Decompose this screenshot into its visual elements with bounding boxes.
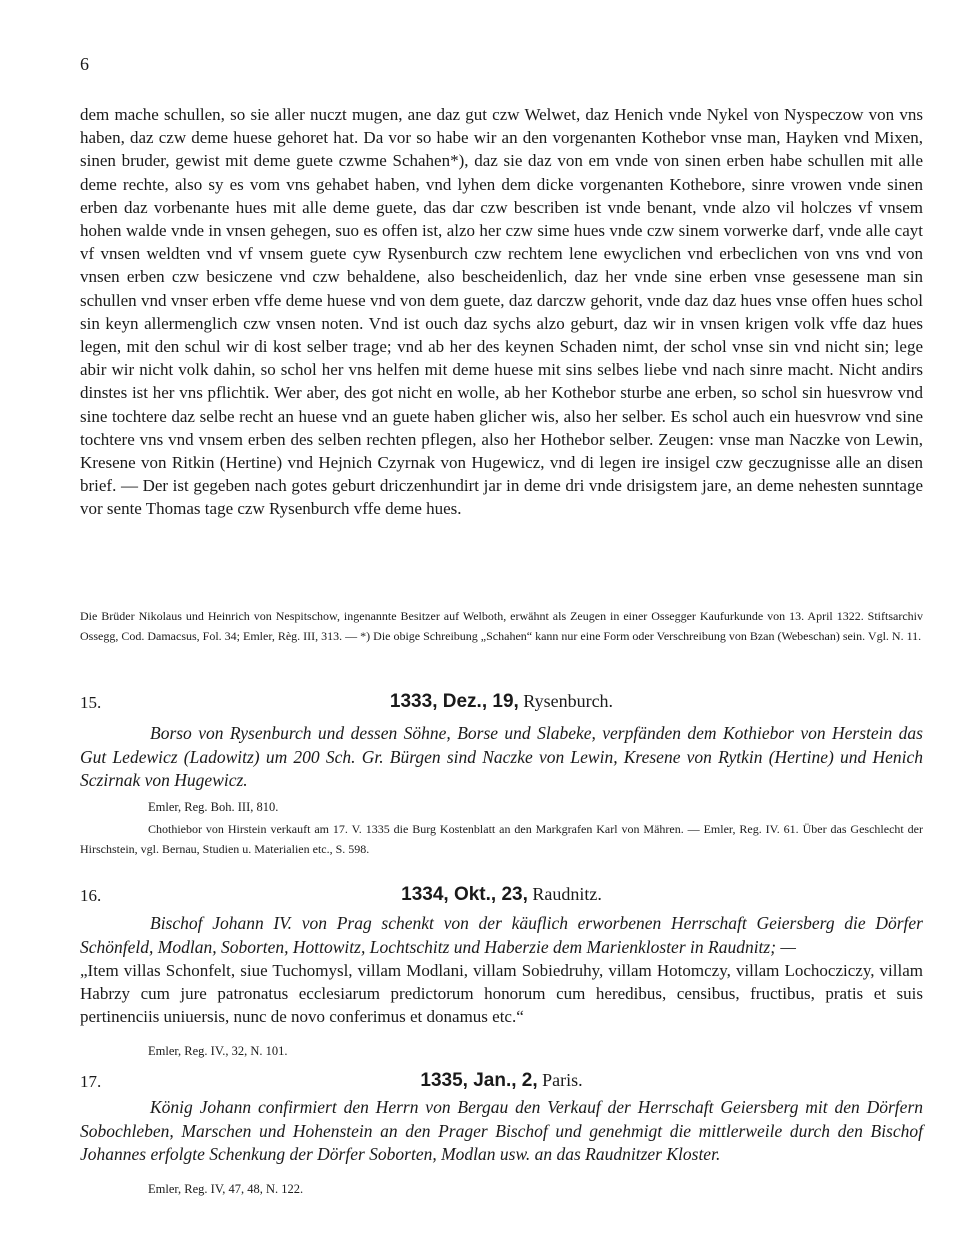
page-number: 6 xyxy=(80,54,89,74)
entry-place: Rysenburch. xyxy=(523,691,614,711)
entry-quote-16: „Item villas Schonfelt, siue Tuchomysl, villam Modlani, villam Sobiedruhy, villam Hotomczy, villam Lochocziczy, villam Habrzy cum jure patronatus ecclesiarum predictorum honorum cum heredibus, censibus, fructibus, pratis et suis pertinenciis uniuersis, nunc de novo conferimus et donamus etc.“ xyxy=(80,961,923,1027)
footnote: Die Brüder Nikolaus und Heinrich von Nespitschow, ingenannte Besitzer auf Welboth, erwähnt als Zeugen in einer Ossegger Kaufurkunde von 13. April 1322. Stiftsarchiv Ossegg, Cod. Damacsus, Fol. 34; Emler, Règ. III, 313. — *) Die obige Schreibung „Schahen“ kann nur eine Form oder Verschreibung von Bzan (Webeschan) sein. Vgl. N. 11. xyxy=(80,609,923,643)
entry-place: Raudnitz. xyxy=(532,884,602,904)
entry-source-17: Emler, Reg. IV, 47, 48, N. 122. xyxy=(148,1182,304,1196)
entry-regest-15: Borso von Rysenburch und dessen Söhne, Borse und Slabeke, verpfänden dem Kothiebor von Herstein das Gut Ledewicz (Ladowitz) um 200 Sch. Gr. Bürgen sind Naczke von Lewin, Kresene von Rytkin (Hertine) und Henich Sczirnak von Hugewicz. xyxy=(80,723,923,790)
entry-header-15 xyxy=(80,691,923,715)
entry-number: 17. xyxy=(80,1072,102,1091)
entry-number: 15. xyxy=(80,693,102,712)
entry-source-15: Emler, Reg. Boh. III, 810. xyxy=(148,800,279,814)
entry-date: 1335, Jan., 2, xyxy=(420,1070,538,1091)
entry-header-16 xyxy=(80,884,923,908)
entry-regest-17: König Johann confirmiert den Herrn von Bergau den Verkauf der Herrschaft Geiersberg mit den Dörfern Sobochleben, Marschen und Hohenstein an den Prager Bischof und genehmigt die mittlerweile durch den Bischof Johannes erfolgte Schenkung der Dörfer Soborten, Modlan usw. an das Raudnitzer Kloster. xyxy=(80,1097,923,1164)
entry-regest-16: Bischof Johann IV. von Prag schenkt von der käuflich erworbenen Herrschaft Geiersberg die Dörfer Schönfeld, Modlan, Soborten, Hottowitz, Lochtschitz und Haberzie dem Marienkloster in Raudnitz; — xyxy=(80,913,923,957)
charter-text: dem mache schullen, so sie aller nuczt mugen, ane daz gut czw Welwet, daz Henich vnde Nykel von Nyspeczow von vns haben, daz czw deme huese gehoret hat. Da vor so habe wir an den vorgenanten Kothebor vnse man, Hayken vnd Mixen, sinen bruder, gewist mit deme guete czwme Schahen*), daz sie daz von em vnde von sinen erben habe schullen mit alle deme rechte, also sy es vom vns gehabet haben, vnd lyhen dem dicke vorgenanten Kothebore, sinre vrowen vnde sinen erben daz vorbenante hues mit alle deme guete, das dar czw bescriben ist vnde benant, vnde alzo vil holczes vf vnsem hohen walde vnde in vnsen gehegen, suo es offen ist, alzo her czw sime hues vnde czw sinem vorwerke darf, vnde alle cayt vf vnsen weldten vnd vf vnsem guete cyw Rysenburch czw rechtem lene ewyclichen vnd erbeclichen von vns vnd von vnsen erben czw besiczene vnd czw behaldene, also bescheidenlich, daz her vnde sine erben vnse gesessene man sin schullen vnd vnser erben vffe deme huese vnd von dem guete, daz darczw gehorit, vnde daz daz hues vnse offen hues schol sin keyn allermenglich czw vnsen noten. Vnd ist ouch daz sychs alzo geburt, daz wir in vnsen krigen volk vffe daz hues legen, mit den schul wir di kost selber trage; vnd ab her des keynen Schaden nimt, der schol vnse sin vnd nicht sin; lege abir wir nicht volk dahin, so schol her vns helfen mit deme huese mit sins selbes liebe vnd nach sinre macht. Nicht andirs dinstes ist her vns pflichtik. Wer aber, des got nicht en wolle, ab her Kothebor sturbe ane erben, so schol sin huesvrow vnd sine tochtere daz selbe recht an huese vnd an guete haben glicher wis, also her selber. Es schol auch ein huesvrow vnd sine tochtere vns vnd vnsem erben des selben rechten pflegen, also her Hothebor selber. Zeugen: vnse man Naczke von Lewin, Kresene von Ritkin (Hertine) vnd Hejnich Czyrnak von Hugewicz, vnd di legen ire insigel czw geczugnisse alle an disen brief. — Der ist gegeben nach gotes geburt driczenhundirt jar in deme dri vnde drisigstem jare, an deme nehesten sunntage vor sente Thomas tage czw Rysenburch vffe deme hues. xyxy=(80,105,923,519)
entry-source-16: Emler, Reg. IV., 32, N. 101. xyxy=(148,1044,288,1058)
entry-note-15: Chothiebor von Hirstein verkauft am 17. V. 1335 die Burg Kostenblatt an den Markgrafen Karl von Mähren. — Emler, Reg. IV. 61. Über das Geschlecht der Hirschstein, vgl. Bernau, Studien u. Materialien etc., S. 598. xyxy=(80,822,923,856)
entry-date: 1334, Okt., 23, xyxy=(401,884,528,905)
entry-date: 1333, Dez., 19, xyxy=(389,691,519,712)
entry-place: Paris. xyxy=(542,1070,583,1090)
entry-header-17 xyxy=(80,1070,923,1094)
entry-number: 16. xyxy=(80,886,102,905)
